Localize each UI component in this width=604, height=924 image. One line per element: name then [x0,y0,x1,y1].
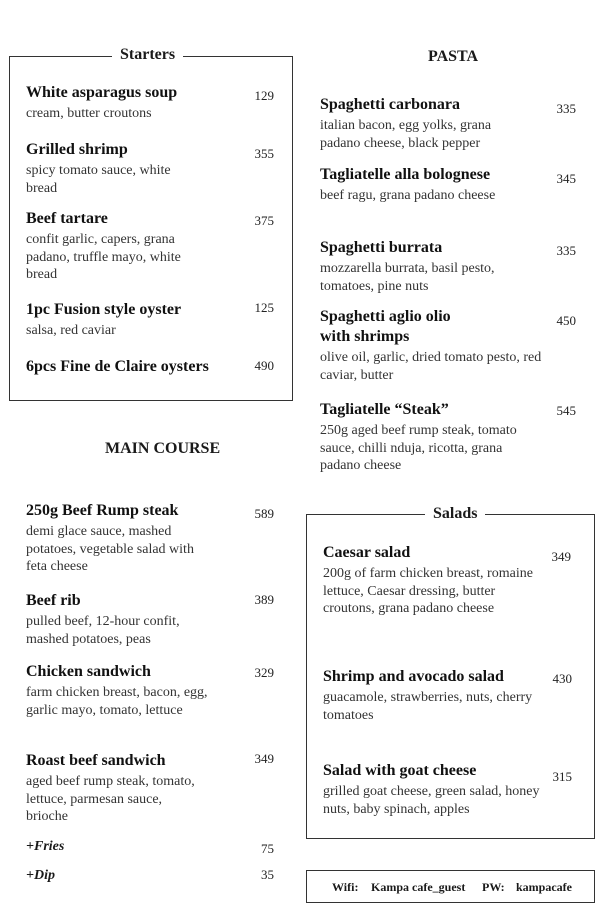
item-name: Spaghetti burrata [320,239,443,256]
item-name: Beef tartare [26,210,108,227]
wifi-pw-label: PW: [482,880,505,894]
item-desc: olive oil, garlic, dried tomato pesto, red caviar, butter [320,350,542,383]
item-desc: mozzarella burrata, basil pesto, tomatoes, pine nuts [320,261,495,294]
item-price: 125 [254,300,274,315]
item-desc: cream, butter croutons [26,106,152,121]
main-course-title: MAIN COURSE [97,440,228,458]
starter-item [26,83,226,123]
extra-dip-price: 35 [261,867,274,882]
item-desc: salsa, red caviar [26,323,116,338]
item-price: 355 [254,146,274,161]
item-price: 490 [254,358,274,373]
wifi-network: Kampa cafe_guest [371,880,466,894]
item-price: 349 [254,751,274,766]
item-name: Tagliatelle alla bolognese [320,166,491,183]
starters-title: Starters [112,46,183,64]
item-desc: 200g of farm chicken breast, romaine lettuce, Caesar dressing, butter croutons, grana padano cheese [323,566,533,616]
item-name: Chicken sandwich [26,663,151,680]
item-price: 375 [254,213,274,228]
item-name: Caesar salad [323,544,411,561]
salads-title: Salads [425,505,485,523]
item-desc: demi glace sauce, mashed potatoes, vegetable salad with feta cheese [26,524,194,574]
starter-item [26,140,186,197]
item-desc: guacamole, strawberries, nuts, cherry tomatoes [323,690,533,723]
item-name: White asparagus soup [26,84,178,101]
item-price: 589 [254,506,274,521]
main-item [26,751,206,826]
item-desc: aged beef rump steak, tomato, lettuce, parmesan sauce, brioche [26,774,195,824]
item-price: 345 [556,171,576,186]
item-price: 430 [552,671,572,686]
item-price: 335 [556,243,576,258]
pasta-item [320,165,520,205]
main-item [26,591,216,648]
item-name: 250g Beef Rump steak [26,502,179,519]
item-price: 389 [254,592,274,607]
item-desc: 250g aged beef rump steak, tomato sauce, chilli nduja, ricotta, grana padano cheese [320,423,517,473]
pasta-item [320,238,530,295]
item-desc: farm chicken breast, bacon, egg, garlic mayo, tomato, lettuce [26,685,208,718]
item-desc: grilled goat cheese, green salad, honey nuts, baby spinach, apples [323,784,540,817]
main-item [26,662,211,719]
item-price: 329 [254,665,274,680]
item-name: Shrimp and avocado salad [323,668,504,685]
item-name: Salad with goat cheese [323,762,477,779]
starter-item [26,300,236,340]
item-price: 450 [556,313,576,328]
item-price: 335 [556,101,576,116]
item-name: 1pc Fusion style oyster [26,301,182,318]
item-name: Tagliatelle “Steak” [320,401,449,418]
item-desc: confit garlic, capers, grana padano, truffle mayo, white bread [26,232,181,282]
salad-item [323,543,538,618]
item-price: 315 [552,769,572,784]
item-desc: italian bacon, egg yolks, grana padano cheese, black pepper [320,118,492,151]
extra-fries: +Fries [26,839,65,854]
main-item [26,501,206,576]
item-name: Spaghetti carbonara [320,96,460,113]
item-price: 545 [556,403,576,418]
item-name: Beef rib [26,592,81,609]
pasta-title: PASTA [420,48,486,66]
item-name: Roast beef sandwich [26,752,166,769]
item-desc: spicy tomato sauce, white bread [26,163,171,196]
item-name: Spaghetti aglio olio with shrimps [320,308,451,345]
item-price: 129 [254,88,274,103]
extra-fries-price: 75 [261,841,274,856]
wifi-label: Wifi: [332,880,359,894]
wifi-password: kampacafe [516,880,572,894]
salad-item [323,667,533,724]
item-name: Grilled shrimp [26,141,128,158]
starter-item [26,357,256,377]
item-desc: pulled beef, 12-hour confit, mashed potatoes, peas [26,614,180,647]
salad-item [323,761,543,818]
pasta-item [320,307,550,384]
pasta-item [320,95,530,152]
pasta-item [320,400,545,475]
item-name: 6pcs Fine de Claire oysters [26,358,209,375]
starter-item [26,209,186,284]
extra-dip: +Dip [26,868,55,883]
item-price: 349 [551,549,571,564]
item-desc: beef ragu, grana padano cheese [320,188,496,203]
